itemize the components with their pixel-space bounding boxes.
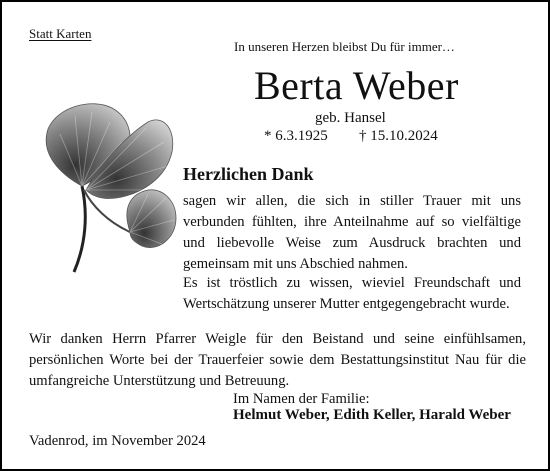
thanks-heading: Herzlichen Dank xyxy=(183,164,314,184)
ginkgo-leaf-icon xyxy=(30,94,180,274)
birth-date: * 6.3.1925 xyxy=(264,128,328,144)
death-date: † 15.10.2024 xyxy=(359,128,438,144)
thanks-paragraph-1: sagen wir allen, die sich in stiller Trauer mit uns verbunden fühlten, ihre Anteilnahme auf so vielfältige und liebevolle Weise zum Ausdruck brachten und gemeinsam mit uns Abschied nahmen. xyxy=(183,193,521,272)
family-names: Helmut Weber, Edith Keller, Harald Weber xyxy=(233,407,511,423)
family-intro: Im Namen der Familie: xyxy=(233,391,370,407)
motto-line: In unseren Herzen bleibst Du für immer… xyxy=(234,39,455,54)
place-date: Vadenrod, im November 2024 xyxy=(29,433,206,449)
maiden-name: geb. Hansel xyxy=(315,110,386,126)
thanks-paragraph-2: Es ist tröstlich zu wissen, wieviel Freundschaft und Wertschätzung unserer Mutter entgegengebracht wurde. xyxy=(183,275,521,312)
deceased-name: Berta Weber xyxy=(254,63,459,108)
thanks-paragraph-3: Wir danken Herrn Pfarrer Weigle für den Beistand und seine einfühlsamen, persönlichen Worte bei der Trauerfeier sowie dem Bestattungsinstitut Nau für die umfangreiche Unterstützung und Betreuung. xyxy=(29,331,526,389)
statt-karten-label: Statt Karten xyxy=(29,26,92,41)
